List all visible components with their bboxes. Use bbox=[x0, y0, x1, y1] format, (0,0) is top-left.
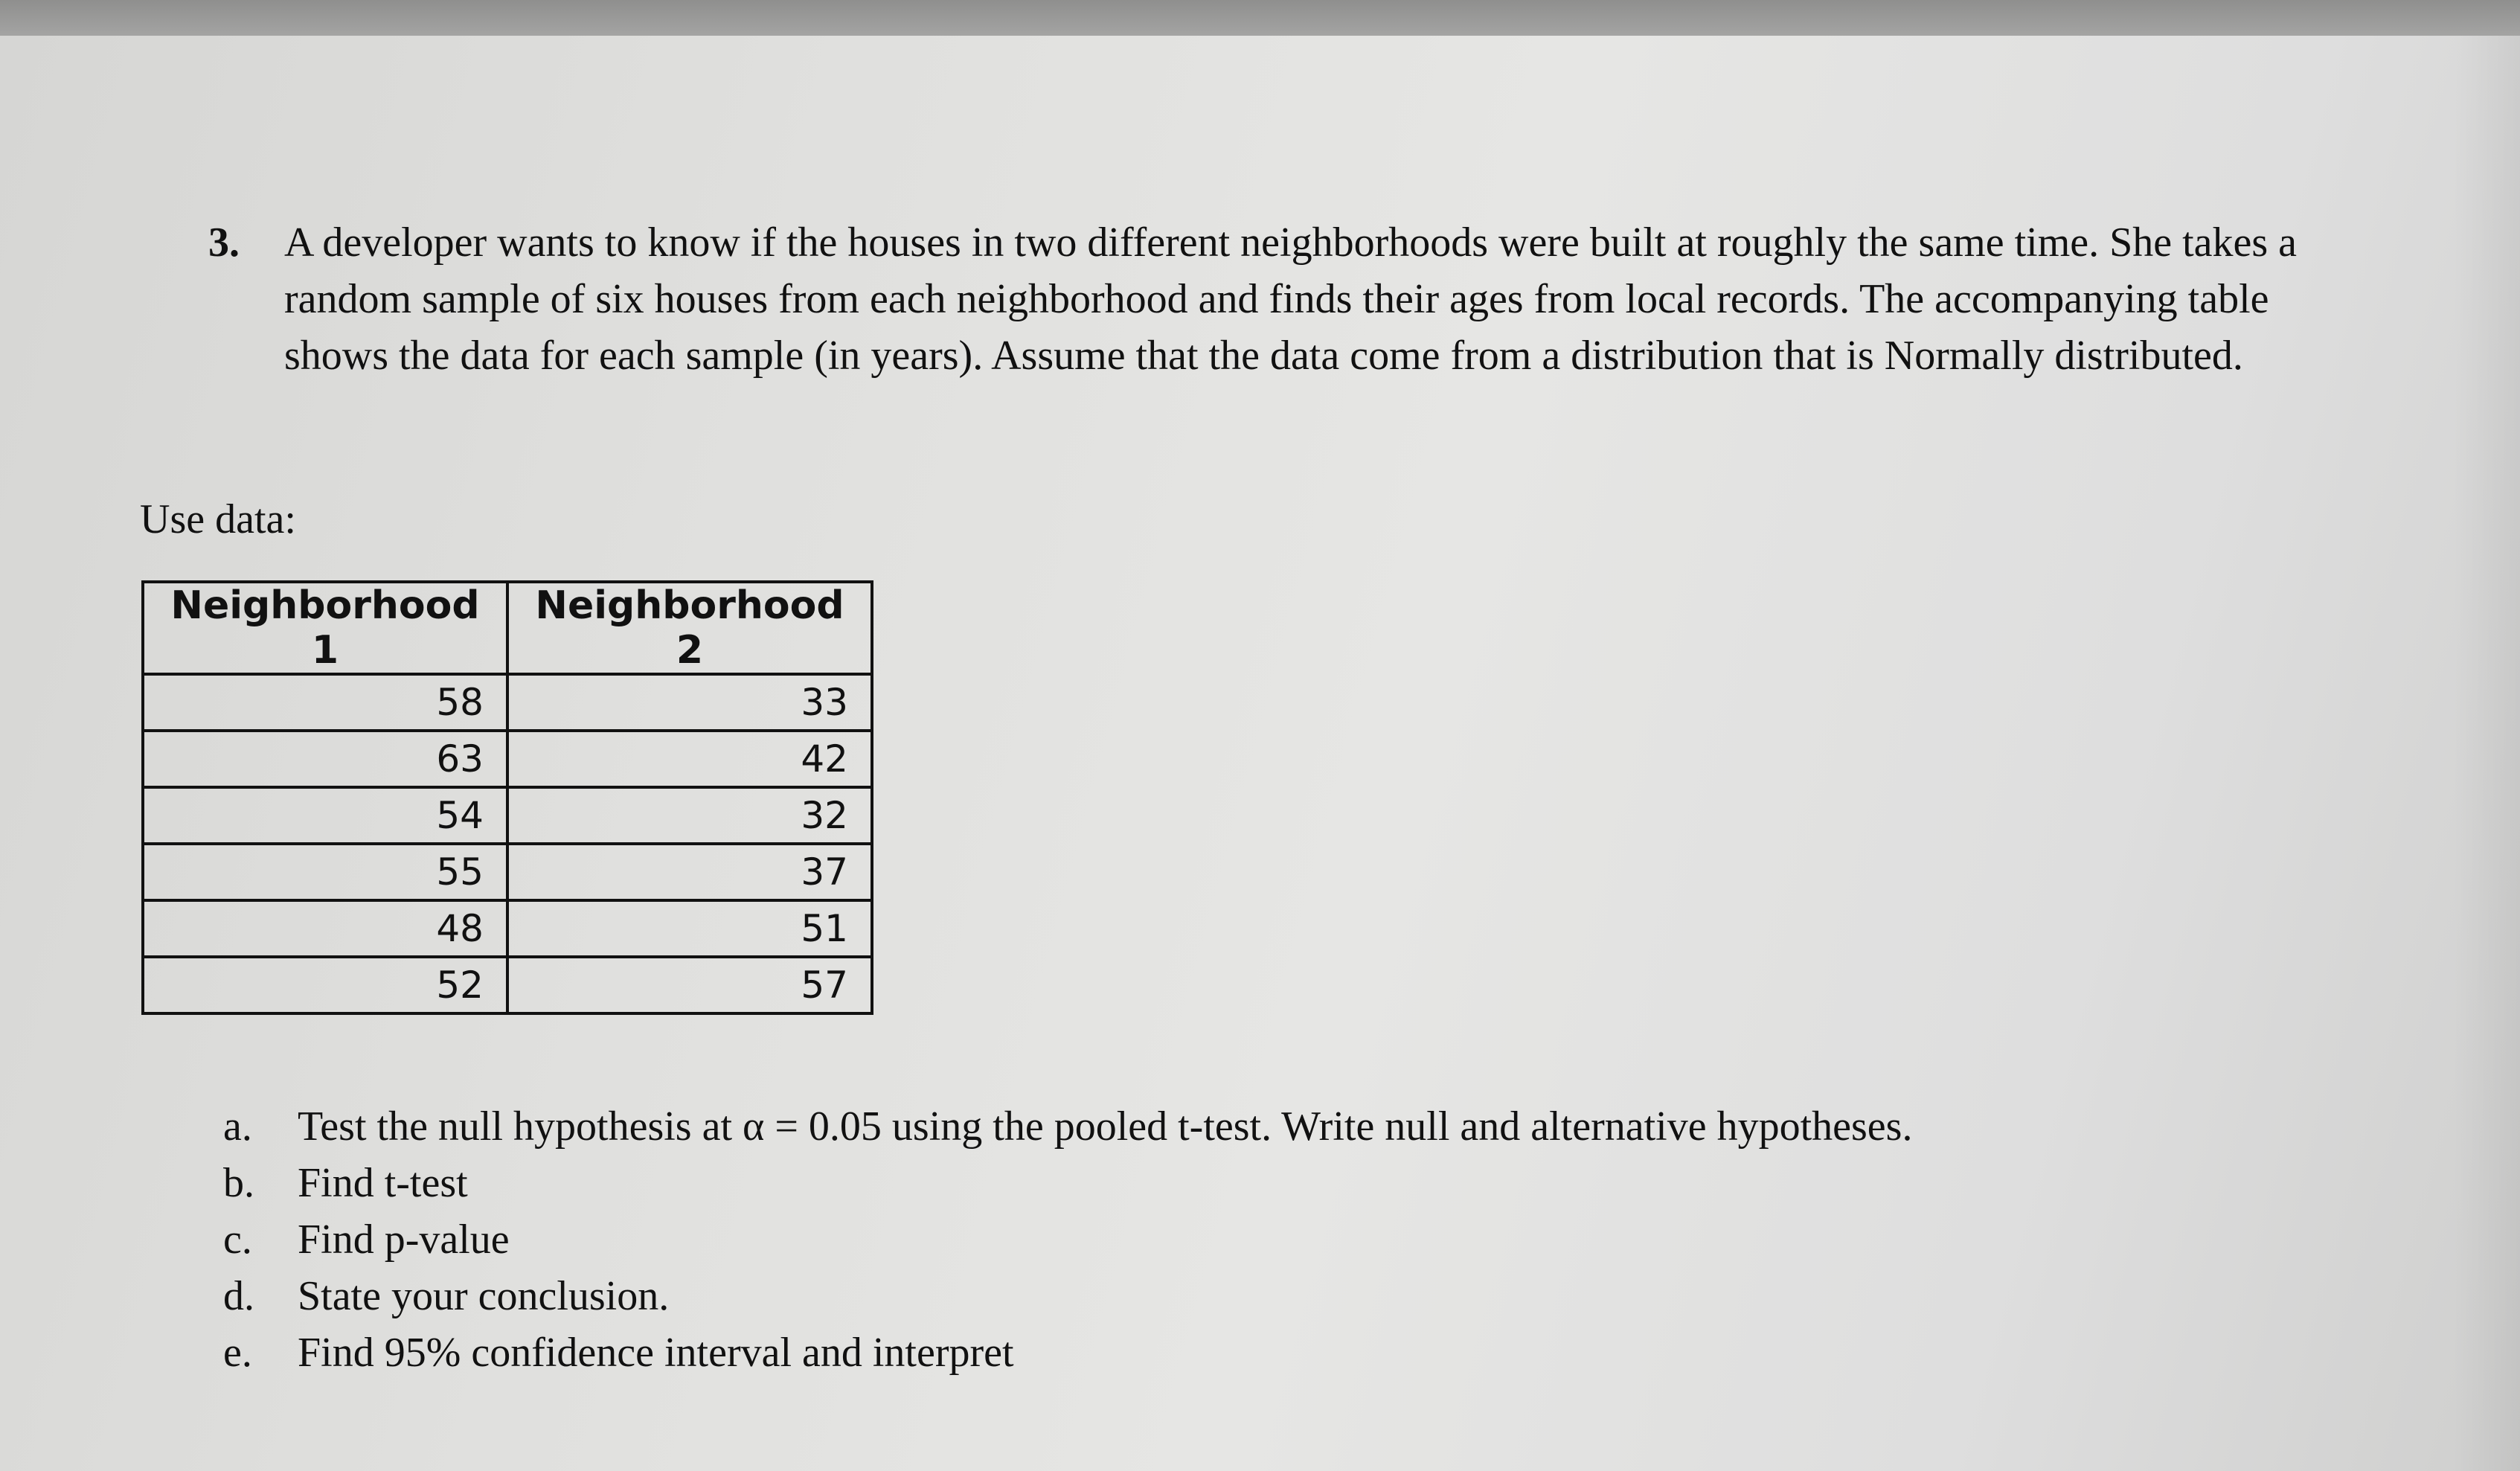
list-marker: a. bbox=[223, 1103, 252, 1150]
question-text: Find 95% confidence interval and interpret bbox=[298, 1330, 1014, 1376]
question-text: State your conclusion. bbox=[298, 1273, 670, 1319]
table-cell: 54 bbox=[143, 787, 507, 844]
list-marker: d. bbox=[223, 1273, 254, 1319]
list-marker: e. bbox=[223, 1330, 252, 1376]
list-item-b bbox=[223, 1155, 1912, 1211]
table-cell: 37 bbox=[507, 844, 872, 900]
problem-number: 3. bbox=[208, 219, 240, 266]
table-cell: 63 bbox=[143, 731, 507, 787]
list-item-c bbox=[223, 1211, 1912, 1268]
list-marker: c. bbox=[223, 1217, 252, 1263]
table-header-row bbox=[143, 582, 872, 674]
list-item-d bbox=[223, 1268, 1912, 1324]
problem-statement: A developer wants to know if the houses in two different neighborhoods were built at roughly the same time. She takes a random sample of six houses from each neighborhood and finds their ages from local records. The accompanying table shows the data for each sample (in years). Assume that the data come from a distribution that is Normally distributed. bbox=[284, 219, 2298, 379]
column-header-neighborhood-1: Neighborhood 1 bbox=[143, 582, 507, 674]
question-text: Test the null hypothesis at α = 0.05 using the pooled t-test. Write null and alternative hypotheses. bbox=[298, 1103, 1913, 1150]
question-text: Find p-value bbox=[298, 1217, 510, 1263]
list-marker: b. bbox=[223, 1160, 254, 1206]
table-cell: 48 bbox=[143, 900, 507, 957]
use-data-label: Use data: bbox=[140, 496, 296, 542]
question-text: Find t-test bbox=[298, 1160, 468, 1206]
table-cell: 58 bbox=[143, 674, 507, 731]
neighborhood-ages-table bbox=[141, 580, 873, 1015]
table-cell: 42 bbox=[507, 731, 872, 787]
table-row bbox=[143, 787, 872, 844]
table-row bbox=[143, 674, 872, 731]
table-cell: 57 bbox=[507, 957, 872, 1013]
list-item-e bbox=[223, 1324, 1912, 1381]
column-header-neighborhood-2: Neighborhood 2 bbox=[507, 582, 872, 674]
table-row bbox=[143, 731, 872, 787]
table-row bbox=[143, 844, 872, 900]
problem-3 bbox=[208, 214, 2366, 384]
document-page bbox=[0, 36, 2520, 1471]
table-cell: 55 bbox=[143, 844, 507, 900]
table-cell: 32 bbox=[507, 787, 872, 844]
question-list bbox=[223, 1098, 1912, 1381]
table-cell: 33 bbox=[507, 674, 872, 731]
table-row bbox=[143, 900, 872, 957]
table-cell: 52 bbox=[143, 957, 507, 1013]
table-cell: 51 bbox=[507, 900, 872, 957]
table-row bbox=[143, 957, 872, 1013]
list-item-a bbox=[223, 1098, 1912, 1155]
